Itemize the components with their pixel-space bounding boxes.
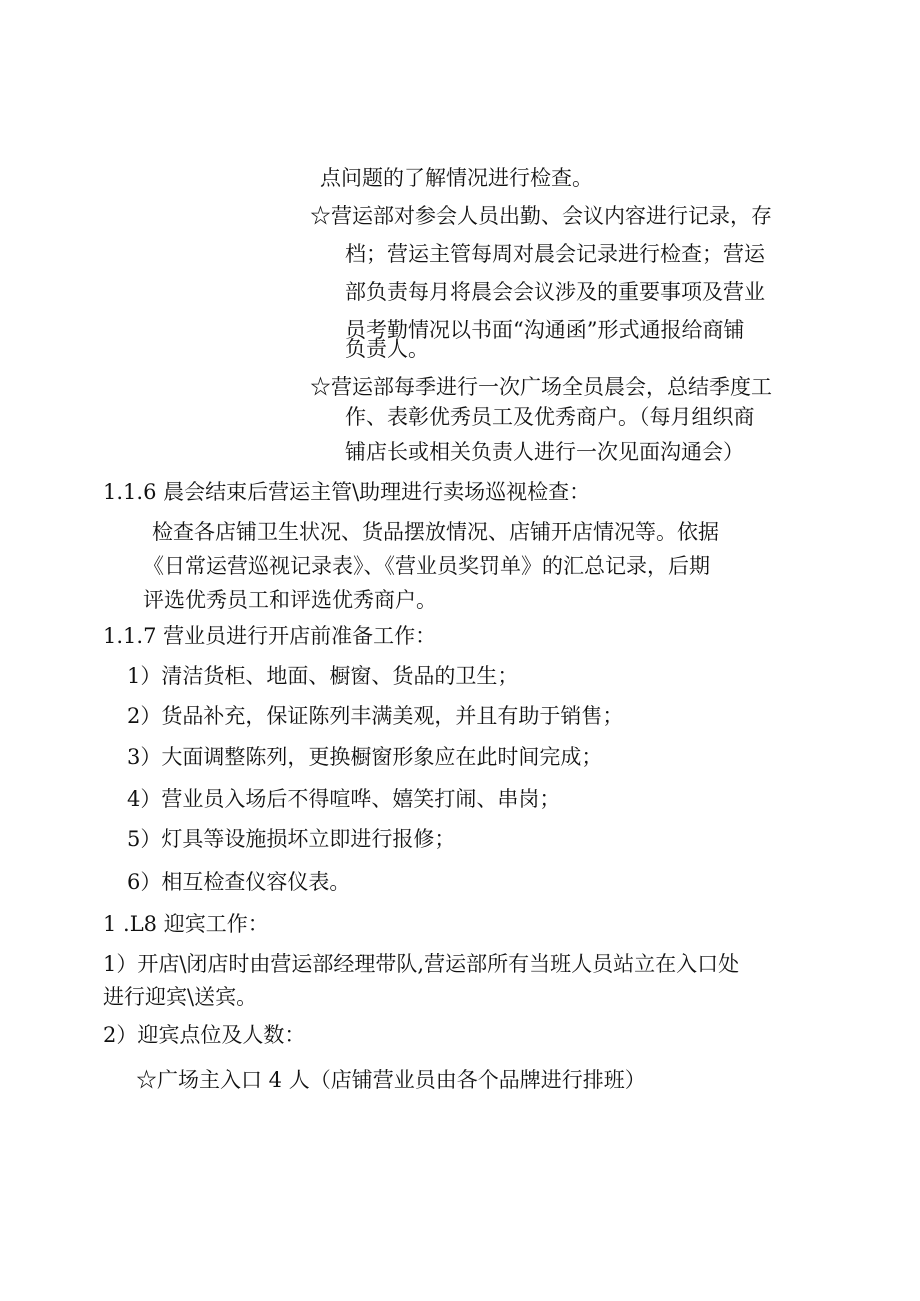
- paragraph-line: 2）迎宾点位及人数：: [103, 1023, 306, 1047]
- paragraph-line: 检查各店铺卫生状况、货品摆放情况、店铺开店情况等。依据: [152, 520, 719, 544]
- text-line: 作、表彰优秀员工及优秀商户。（每月组织商: [345, 405, 755, 429]
- section-heading: 1 .L8 迎宾工作：: [103, 912, 269, 936]
- bullet-line: ☆广场主入口 4 人（店铺营业员由各个品牌进行排班）: [136, 1068, 646, 1092]
- text-line: 点问题的了解情况进行检查。: [320, 166, 593, 190]
- list-item: 5）灯具等设施损坏立即进行报修；: [127, 827, 456, 851]
- text-line: 档；营运主管每周对晨会记录进行检查；营运: [345, 242, 765, 266]
- text-line: 员考勤情况以书面“沟通函”形式通报给商铺: [345, 318, 745, 342]
- paragraph-line: 1）开店\闭店时由营运部经理带队,营运部所有当班人员站立在入口处: [103, 952, 740, 976]
- list-item: 1）清洁货柜、地面、橱窗、货品的卫生；: [127, 664, 519, 688]
- paragraph-line: 进行迎宾\送宾。: [103, 985, 258, 1009]
- text-line: 铺店长或相关负责人进行一次见面沟通会）: [345, 440, 744, 464]
- list-item: 6）相互检查仪容仪表。: [127, 870, 351, 894]
- list-item: 3）大面调整陈列，更换橱窗形象应在此时间完成；: [127, 745, 603, 769]
- bullet-line: ☆营运部对参会人员出勤、会议内容进行记录，存: [310, 204, 772, 228]
- paragraph-line: 《日常运营巡视记录表》、《营业员奖罚单》的汇总记录，后期: [143, 554, 710, 578]
- text-line: 负责人。: [345, 337, 429, 361]
- list-item: 4）营业员入场后不得喧哗、嬉笑打闹、串岗；: [127, 787, 561, 811]
- text-line: 部负责每月将晨会会议涉及的重要事项及营业: [345, 280, 765, 304]
- list-item: 2）货品补充，保证陈列丰满美观，并且有助于销售；: [127, 704, 624, 728]
- bullet-line: ☆营运部每季进行一次广场全员晨会，总结季度工: [310, 375, 772, 399]
- paragraph-line: 评选优秀员工和评选优秀商户。: [143, 588, 437, 612]
- section-heading: 1.1.7 营业员进行开店前准备工作：: [103, 624, 437, 648]
- section-heading: 1.1.6 晨会结束后营运主管\助理进行卖场巡视检查：: [103, 480, 591, 504]
